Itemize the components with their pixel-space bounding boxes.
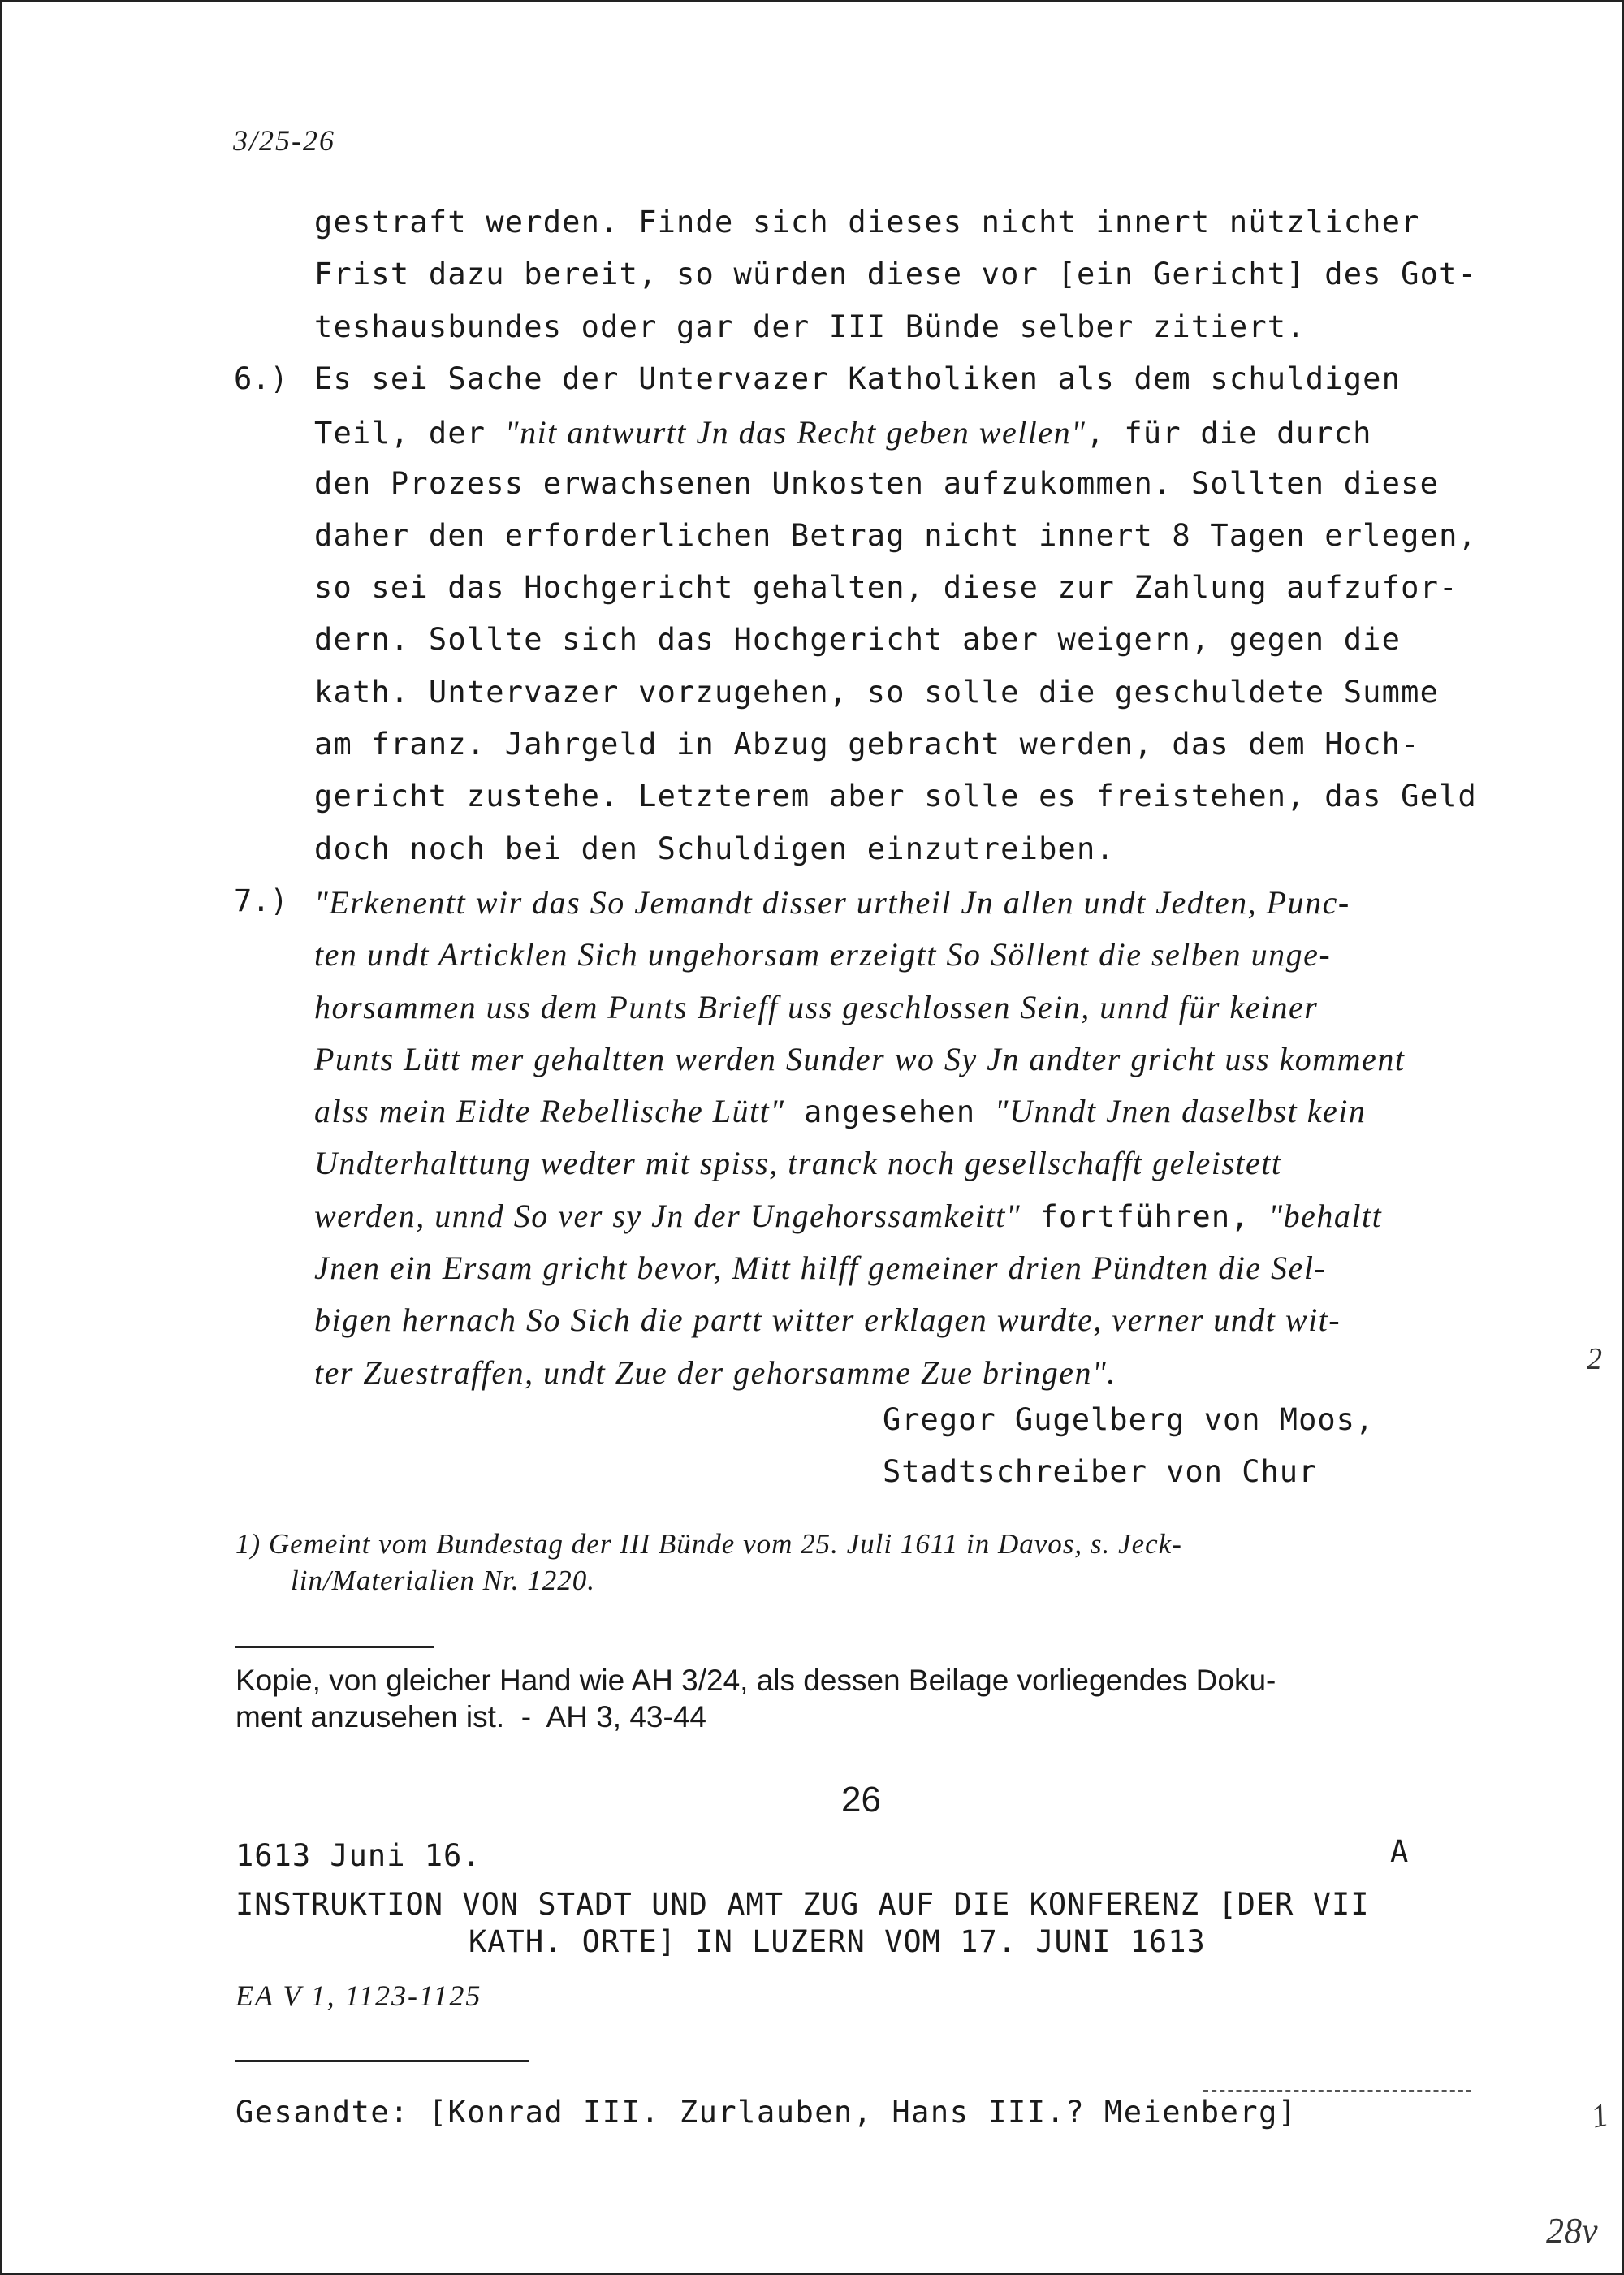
pencil-mark bbox=[1203, 2090, 1471, 2092]
quoted-text: ter Zuestraffen, undt Zue der gehorsamme Zue bringen". bbox=[314, 1353, 1116, 1391]
body-line bbox=[314, 466, 1439, 501]
body-line bbox=[314, 831, 1115, 866]
quoted-text: "Erkenentt wir das So Jemandt disser urtheil Jn allen undt Jedten, Punc- bbox=[314, 883, 1350, 921]
body-text-segment: den Prozess erwachsenen Unkosten aufzukommen. Sollten diese bbox=[314, 465, 1440, 501]
body-line bbox=[314, 935, 1331, 973]
body-text-segment: fortführen, bbox=[1021, 1198, 1269, 1234]
entry-classification: A bbox=[1390, 1834, 1410, 1869]
signature-title: Stadtschreiber von Chur bbox=[883, 1454, 1318, 1489]
folio-number: 28v bbox=[1546, 2211, 1598, 2251]
body-text-segment: , für die durch bbox=[1086, 416, 1372, 451]
quoted-text: bigen hernach So Sich die partt witter erklagen wurdte, verner undt wit- bbox=[314, 1302, 1341, 1339]
body-line bbox=[314, 570, 1458, 605]
footnote-line-2: lin/Materialien Nr. 1220. bbox=[291, 1565, 595, 1596]
body-line bbox=[314, 1353, 1116, 1392]
body-text-segment: teshausbundes oder gar der III Bünde selber zitiert. bbox=[314, 309, 1306, 344]
body-text-segment: doch noch bei den Schuldigen einzutreiben. bbox=[314, 831, 1115, 866]
body-line bbox=[314, 413, 1372, 451]
body-line bbox=[314, 779, 1477, 814]
body-line bbox=[314, 1144, 1282, 1182]
signature-name: Gregor Gugelberg von Moos, bbox=[883, 1402, 1375, 1437]
quoted-text: ten undt Articklen Sich ungehorsam erzeigtt So Söllent die selben unge- bbox=[314, 936, 1332, 973]
quoted-text: Jnen ein Ersam gricht bevor, Mitt hilff gemeiner drien Pündten die Sel- bbox=[314, 1250, 1327, 1286]
entry-number: 26 bbox=[841, 1780, 881, 1820]
body-line bbox=[314, 988, 1318, 1026]
item-number: 7.) bbox=[234, 883, 288, 918]
body-line bbox=[314, 1197, 1382, 1235]
quoted-text: "Unndt Jnen daselbst kein bbox=[994, 1093, 1367, 1130]
body-text-segment: dern. Sollte sich das Hochgericht aber weigern, gegen die bbox=[314, 622, 1402, 658]
body-line bbox=[314, 675, 1439, 710]
item-number: 6.) bbox=[234, 360, 288, 396]
body-line bbox=[314, 361, 1401, 396]
body-text-segment: Es sei Sache der Untervazer Katholiken als dem schuldigen bbox=[314, 360, 1402, 396]
body-line bbox=[314, 1092, 1366, 1130]
body-text-segment: Frist dazu bereit, so würden diese vor [ein Gericht] des Got- bbox=[314, 257, 1478, 292]
body-text-segment: kath. Untervazer vorzugehen, so solle die geschuldete Summe bbox=[314, 674, 1440, 710]
quoted-text: horsammen uss dem Punts Brieff uss geschlossen Sein, unnd für keiner bbox=[314, 988, 1319, 1025]
reference-divider bbox=[235, 2060, 529, 2062]
body-line bbox=[314, 309, 1306, 344]
body-line bbox=[314, 1040, 1405, 1078]
entry-reference: EA V 1, 1123-1125 bbox=[235, 1979, 482, 2012]
body-line bbox=[314, 205, 1420, 240]
envoys-line: Gesandte: [Konrad III. Zurlauben, Hans III.? Meienberg] bbox=[235, 2095, 1298, 2130]
body-line bbox=[314, 1249, 1326, 1287]
body-text-segment: am franz. Jahrgeld in Abzug gebracht werden, das dem Hoch- bbox=[314, 727, 1420, 762]
footnote-line-1: 1) Gemeint vom Bundestag der III Bünde vom 25. Juli 1611 in Davos, s. Jeck- bbox=[235, 1528, 1182, 1560]
body-text-segment: gericht zustehe. Letzterem aber solle es freistehen, das Geld bbox=[314, 779, 1478, 814]
body-text-segment: daher den erforderlichen Betrag nicht innert 8 Tagen erlegen, bbox=[314, 517, 1478, 553]
quoted-text: Punts Lütt mer gehaltten werden Sunder wo Sy Jn andter gricht uss komment bbox=[314, 1040, 1406, 1077]
margin-mark-2: 2 bbox=[1587, 1342, 1602, 1376]
quoted-text: Undterhalttung wedter mit spiss, tranck noch gesellschafft geleistett bbox=[314, 1145, 1282, 1182]
section-divider bbox=[235, 1646, 434, 1648]
body-text-segment: so sei das Hochgericht gehalten, diese zur Zahlung aufzufor- bbox=[314, 570, 1458, 606]
body-text-segment: gestraft werden. Finde sich dieses nicht innert nützlicher bbox=[314, 205, 1420, 240]
source-note-line-2: ment anzusehen ist. - AH 3, 43-44 bbox=[235, 1700, 706, 1733]
page-reference: 3/25-26 bbox=[233, 124, 335, 157]
body-line bbox=[314, 257, 1477, 291]
body-text-segment: Teil, der bbox=[314, 416, 505, 451]
entry-date: 1613 Juni 16. bbox=[235, 1838, 482, 1873]
entry-title-line-1: INSTRUKTION VON STADT UND AMT ZUG AUF DIE KONFERENZ [DER VII bbox=[235, 1887, 1370, 1922]
body-line bbox=[314, 518, 1477, 553]
source-note-line-1: Kopie, von gleicher Hand wie AH 3/24, als dessen Beilage vorliegendes Doku- bbox=[235, 1664, 1276, 1697]
body-line bbox=[314, 727, 1420, 762]
entry-title-line-2: KATH. ORTE] IN LUZERN VOM 17. JUNI 1613 bbox=[469, 1924, 1206, 1959]
body-line bbox=[314, 883, 1350, 922]
quoted-text: alss mein Eidte Rebellische Lütt" bbox=[314, 1093, 785, 1130]
margin-mark-1: 1 bbox=[1587, 2096, 1612, 2135]
quoted-text: "behaltt bbox=[1268, 1197, 1383, 1234]
body-line bbox=[314, 622, 1401, 657]
quoted-text: werden, unnd So ver sy Jn der Ungehorssamkeitt" bbox=[314, 1197, 1021, 1234]
body-line bbox=[314, 1301, 1341, 1339]
body-text-segment: angesehen bbox=[784, 1094, 995, 1130]
quoted-text: "nit antwurtt Jn das Recht geben wellen" bbox=[504, 414, 1086, 451]
